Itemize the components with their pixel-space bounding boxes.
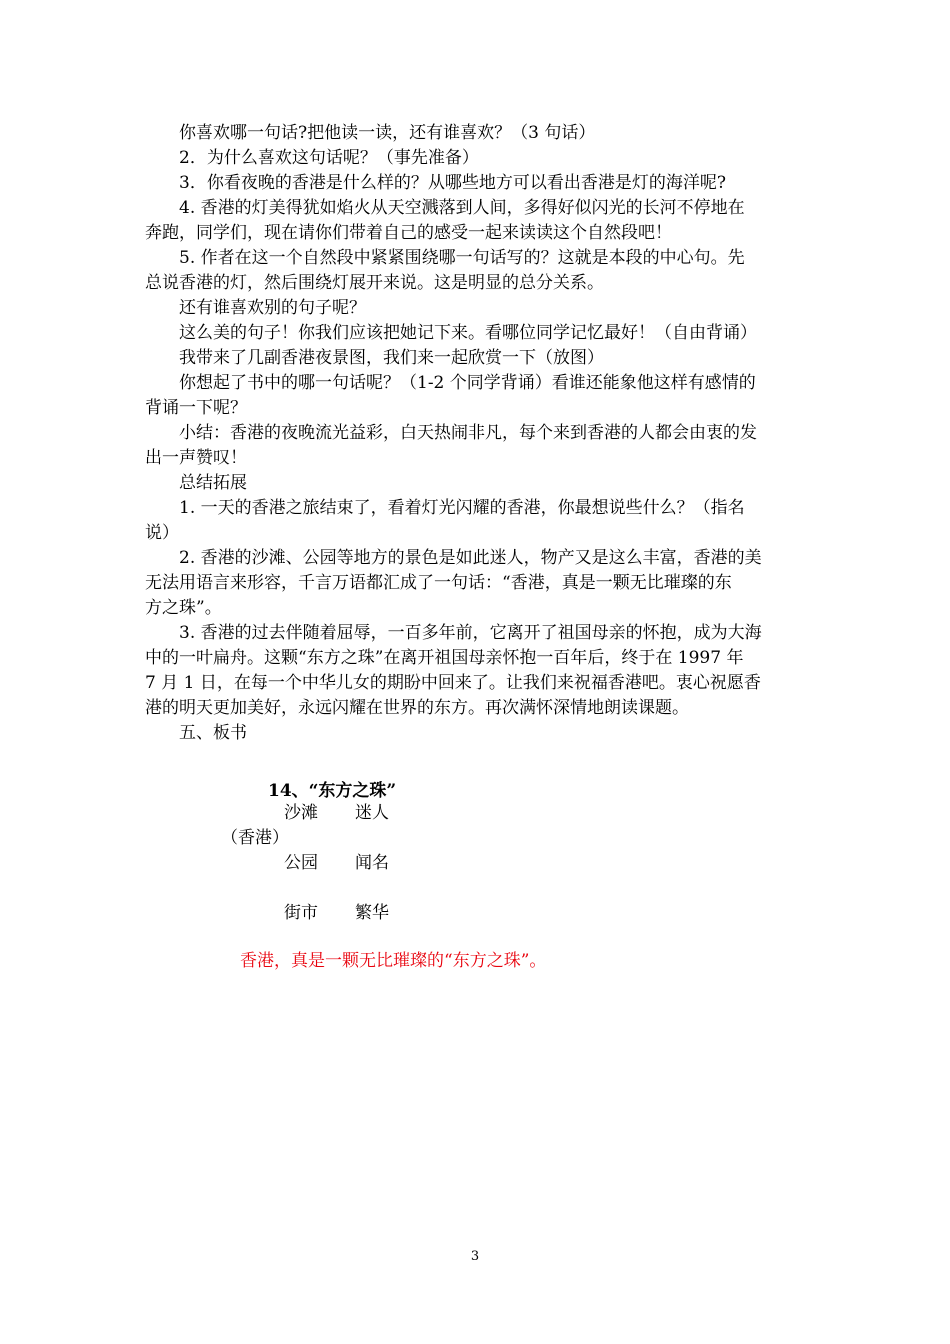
- board-desc: 迷人: [355, 803, 389, 823]
- paragraph-line: 背诵一下呢？: [145, 398, 247, 418]
- paragraph-line: 总说香港的灯，然后围绕灯展开来说。这是明显的总分关系。: [145, 273, 604, 293]
- board-place: 街市: [284, 903, 318, 923]
- paragraph-line: 这么美的句子！你我们应该把她记下来。看哪位同学记忆最好！（自由背诵）: [179, 323, 757, 343]
- paragraph-line: 还有谁喜欢别的句子呢？: [179, 298, 366, 318]
- paragraph-line: 奔跑，同学们，现在请你们带着自己的感受一起来读读这个自然段吧！: [145, 223, 672, 243]
- page-number: 3: [470, 1249, 480, 1264]
- paragraph-line: 你想起了书中的哪一句话呢？（1-2 个同学背诵）看谁还能象他这样有感情的: [179, 373, 756, 393]
- paragraph-line: 4. 香港的灯美得犹如焰火从天空溅落到人间，多得好似闪光的长河不停地在: [179, 198, 745, 218]
- board-place: 沙滩: [284, 803, 318, 823]
- paragraph-line: 我带来了几副香港夜景图，我们来一起欣赏一下（放图）: [179, 348, 604, 368]
- paragraph-line: 中的一叶扁舟。这颗“东方之珠”在离开祖国母亲怀抱一百年后，终于在 1997 年: [145, 648, 744, 668]
- paragraph-line: 2. 香港的沙滩、公园等地方的景色是如此迷人，物产又是这么丰富，香港的美: [179, 548, 762, 568]
- section-heading: 五、板书: [179, 723, 247, 743]
- paragraph-line: 3．你看夜晚的香港是什么样的？从哪些地方可以看出香港是灯的海洋呢?: [179, 173, 726, 193]
- board-summary: 香港，真是一颗无比璀璨的“东方之珠”。: [240, 951, 547, 971]
- section-heading: 总结拓展: [179, 473, 247, 493]
- board-desc: 闻名: [355, 853, 389, 873]
- paragraph-line: 出一声赞叹！: [145, 448, 247, 468]
- paragraph-line: 2．为什么喜欢这句话呢？（事先准备）: [179, 148, 479, 168]
- paragraph-line: 7 月 1 日，在每一个中华儿女的期盼中回来了。让我们来祝福香港吧。衷心祝愿香: [145, 673, 761, 693]
- paragraph-line: 3. 香港的过去伴随着屈辱，一百多年前，它离开了祖国母亲的怀抱，成为大海: [179, 623, 762, 643]
- paragraph-line: 方之珠”。: [145, 598, 222, 618]
- paragraph-line: 5. 作者在这一个自然段中紧紧围绕哪一句话写的？这就是本段的中心句。先: [179, 248, 745, 268]
- paragraph-line: 港的明天更加美好，永远闪耀在世界的东方。再次满怀深情地朗读课题。: [145, 698, 689, 718]
- paragraph-line: 1. 一天的香港之旅结束了，看着灯光闪耀的香港，你最想说些什么？（指名: [179, 498, 745, 518]
- board-place: 公园: [284, 853, 318, 873]
- paragraph-line: 小结：香港的夜晚流光益彩，白天热闹非凡，每个来到香港的人都会由衷的发: [179, 423, 757, 443]
- lesson-body: [145, 121, 810, 746]
- board-desc: 繁华: [355, 903, 389, 923]
- board-subject: （香港）: [221, 828, 289, 848]
- board-title: 14、“东方之珠”: [268, 781, 397, 801]
- paragraph-line: 无法用语言来形容，千言万语都汇成了一句话：“香港，真是一颗无比璀璨的东: [145, 573, 732, 593]
- paragraph-line: 你喜欢哪一句话?把他读一读，还有谁喜欢？（3 句话）: [179, 123, 596, 143]
- paragraph-line: 说）: [145, 523, 179, 543]
